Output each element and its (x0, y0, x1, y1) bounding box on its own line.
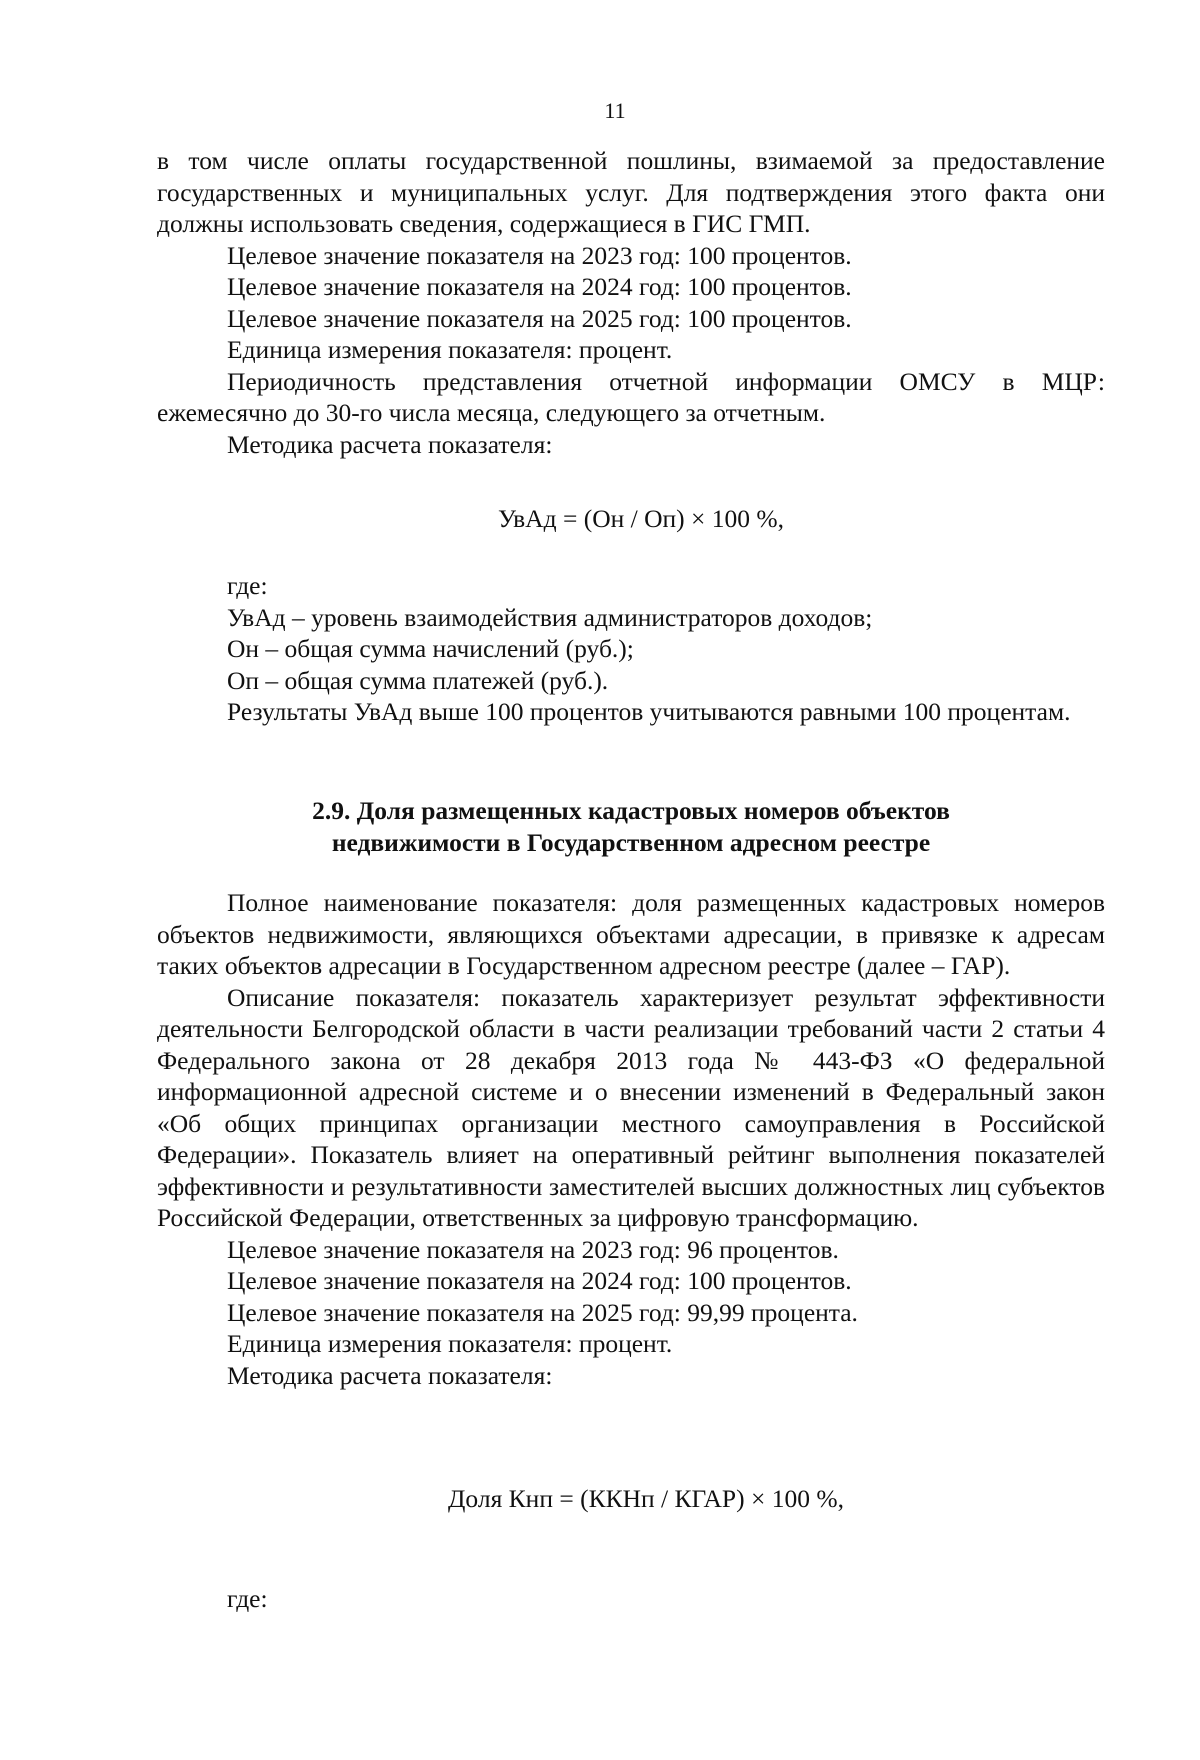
formula-knp: Доля Кнп = (ККНп / КГАР) × 100 %, (448, 1484, 844, 1513)
definition-op: Оп – общая сумма платежей (руб.). (227, 665, 609, 695)
section-unit-of-measure: Единица измерения показателя: процент. (227, 1329, 673, 1358)
formula-2-block (157, 1483, 1105, 1515)
text-block-3 (157, 887, 1105, 1391)
section-heading-line-2: недвижимости в Государственном адресном реестре (331, 828, 931, 857)
section-heading (157, 795, 1105, 859)
where-label: где: (227, 571, 268, 600)
indicator-description: Описание показателя: показатель характеризует результат эффективности деятельности Белгородской области в части реализации требований части 2 статьи 4 Федерального закона от 28 декабря 2013 года № 443-ФЗ «О федеральной информационной адресной системе и о внесении изменений в Федеральный закон «Об общих принципах организации местного самоуправления в Российской Федерации». Показатель влияет на оперативный рейтинг выполнения показателей эффективности и результативности заместителей высших должностных лиц субъектов Российской Федерации, ответственных за цифровую трансформацию. (157, 982, 1105, 1232)
target-2024: Целевое значение показателя на 2024 год: 100 процентов. (227, 272, 852, 301)
text-block-2 (157, 570, 1105, 728)
section-target-2024: Целевое значение показателя на 2024 год: 100 процентов. (227, 1266, 852, 1295)
calculation-method-label: Методика расчета показателя: (227, 429, 553, 459)
definition-uvad: УвАд – уровень взаимодействия администраторов доходов; (227, 602, 873, 632)
text-block-1 (157, 145, 1105, 460)
section-calculation-method-label: Методика расчета показателя: (227, 1360, 553, 1390)
continuation-paragraph: в том числе оплаты государственной пошлины, взимаемой за предоставление государственных и муниципальных услуг. Для подтверждения этого факта они должны использовать сведения, содержащиеся в ГИС ГМП. (157, 146, 1105, 238)
section-target-2023: Целевое значение показателя на 2023 год: 96 процентов. (227, 1234, 839, 1264)
reporting-periodicity: Периодичность представления отчетной информации ОМСУ в МЦР: ежемесячно до 30-го числа месяца, следующего за отчетным. (157, 366, 1105, 427)
formula-uvad: УвАд = (Он / Оп) × 100 %, (497, 504, 785, 533)
section-target-2025: Целевое значение показателя на 2025 год: 99,99 процента. (227, 1297, 858, 1327)
results-note: Результаты УвАд выше 100 процентов учитываются равными 100 процентам. (227, 697, 1071, 726)
target-2023: Целевое значение показателя на 2023 год: 100 процентов. (227, 240, 852, 270)
target-2025: Целевое значение показателя на 2025 год: 100 процентов. (227, 303, 852, 333)
indicator-full-name: Полное наименование показателя: доля размещенных кадастровых номеров объектов недвижимости, являющихся объектами адресации, в привязке к адресам таких объектов адресации в Государственном адресном реестре (далее – ГАР). (157, 888, 1105, 980)
unit-of-measure: Единица измерения показателя: процент. (227, 335, 673, 364)
page-number: 11 (604, 98, 626, 123)
section-heading-line-1: 2.9. Доля размещенных кадастровых номеров объектов (312, 796, 950, 825)
section-where-label: где: (227, 1584, 268, 1613)
definition-on: Он – общая сумма начислений (руб.); (227, 634, 634, 663)
text-block-4 (157, 1583, 1105, 1615)
formula-1-block (157, 503, 1105, 535)
